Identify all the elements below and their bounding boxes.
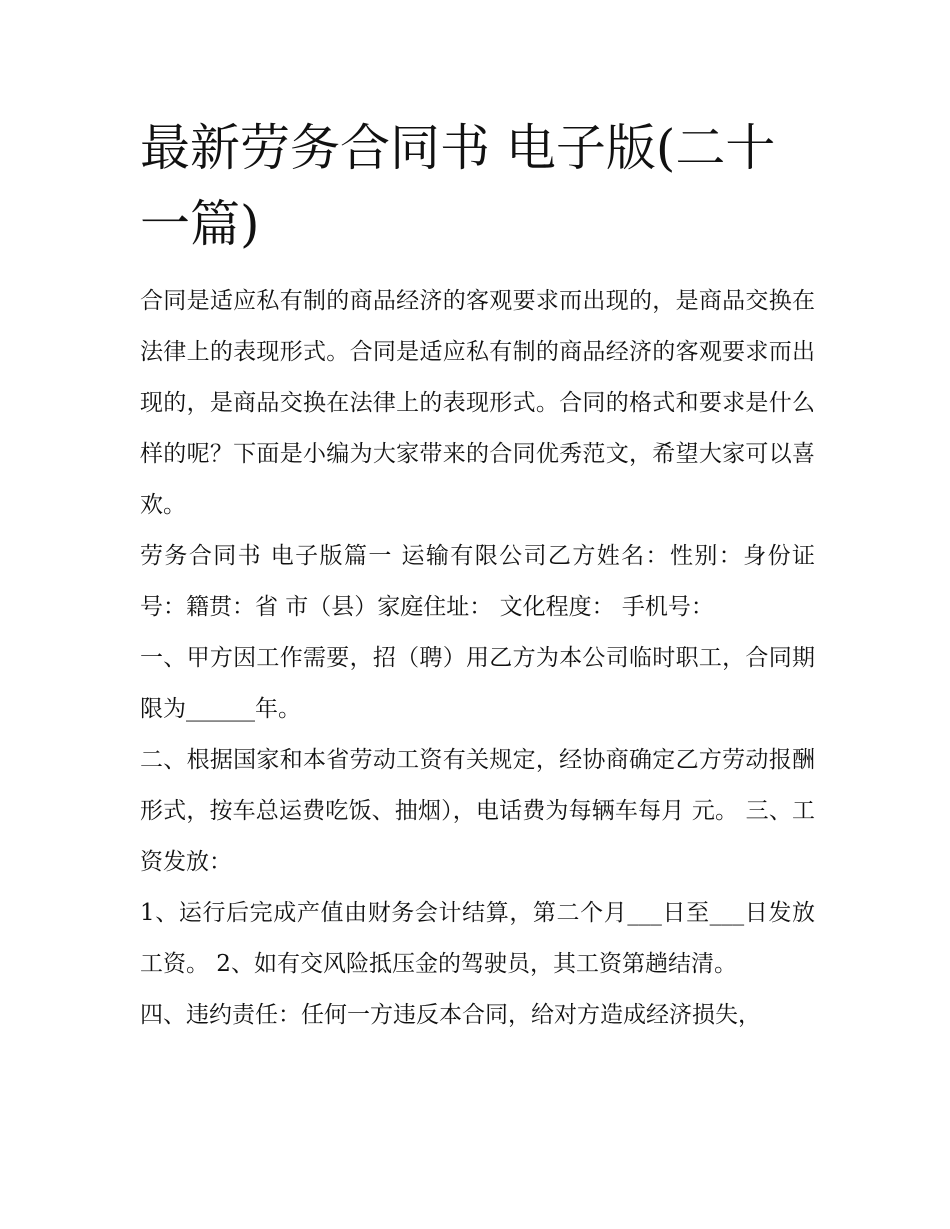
document-page bbox=[140, 110, 815, 1041]
paragraph-clause-3: 1、运行后完成产值由财务会计结算，第二个月___日至___日发放工资。 2、如有交风险抵压金的驾驶员，其工资第趟结清。 bbox=[140, 900, 815, 977]
document-title: 最新劳务合同书 电子版(二十一篇) bbox=[140, 119, 776, 253]
paragraph-clause-1: 一、甲方因工作需要，招（聘）用乙方为本公司临时职工，合同期限为______年。 bbox=[140, 645, 815, 722]
paragraph-clause-4: 四、违约责任：任何一方违反本合同，给对方造成经济损失， bbox=[140, 1002, 761, 1028]
paragraph-parties: 劳务合同书 电子版篇一 运输有限公司乙方姓名：性别：身份证号：籍贯：省 市（县）家庭住址： 文化程度： 手机号： bbox=[140, 543, 815, 620]
paragraph-clause-2: 二、根据国家和本省劳动工资有关规定，经协商确定乙方劳动报酬形式，按车总运费吃饭、抽烟），电话费为每辆车每月 元。 三、工资发放： bbox=[140, 747, 815, 875]
paragraph-intro: 合同是适应私有制的商品经济的客观要求而出现的，是商品交换在法律上的表现形式。合同是适应私有制的商品经济的客观要求而出现的，是商品交换在法律上的表现形式。合同的格式和要求是什么样的呢？下面是小编为大家带来的合同优秀范文，希望大家可以喜欢。 bbox=[140, 288, 815, 518]
